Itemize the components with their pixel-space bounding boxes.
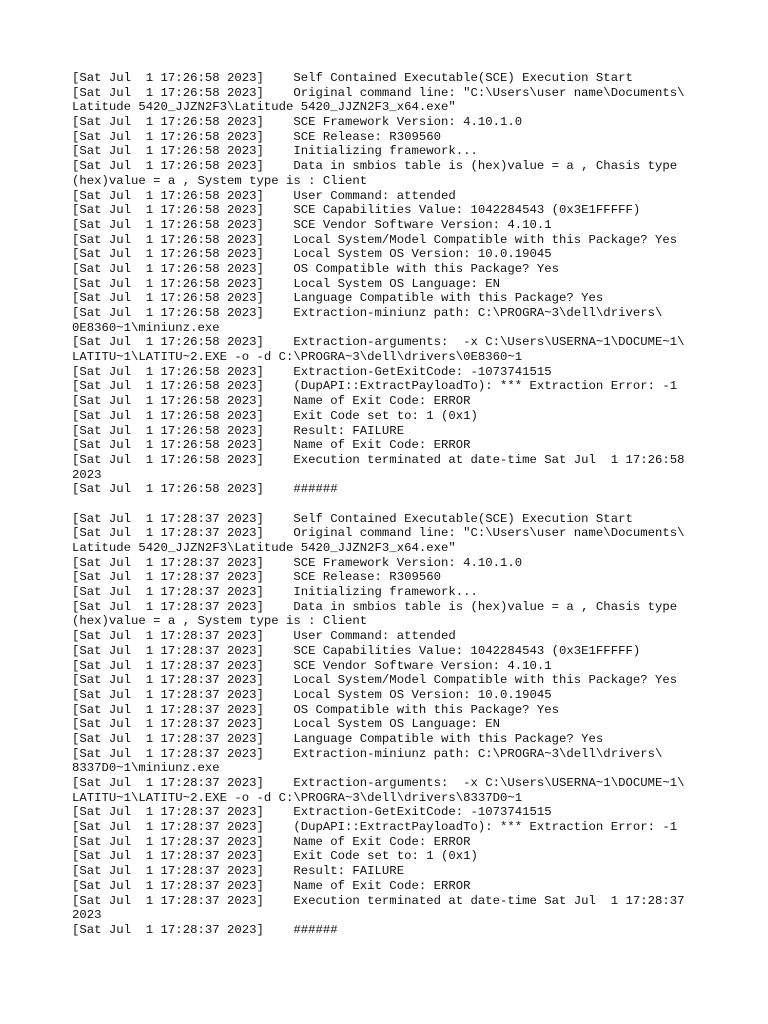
log-line: [Sat Jul 1 17:26:58 2023] Result: FAILURE <box>72 423 405 438</box>
log-line: [Sat Jul 1 17:28:37 2023] SCE Release: R309560 <box>72 570 441 585</box>
log-line: [Sat Jul 1 17:26:58 2023] Execution terminated at date-time Sat Jul 1 17:26:58 <box>72 452 685 467</box>
log-line: [Sat Jul 1 17:28:37 2023] Result: FAILURE <box>72 864 405 879</box>
log-line: 2023 <box>72 467 102 482</box>
log-session-2 <box>72 512 712 938</box>
log-line: [Sat Jul 1 17:28:37 2023] Local System OS Version: 10.0.19045 <box>72 687 552 702</box>
log-line: [Sat Jul 1 17:26:58 2023] Local System OS Version: 10.0.19045 <box>72 247 552 262</box>
log-line: [Sat Jul 1 17:26:58 2023] Language Compatible with this Package? Yes <box>72 291 604 306</box>
log-line: (hex)value = a , System type is : Client <box>72 614 368 629</box>
log-line: [Sat Jul 1 17:26:58 2023] Name of Exit Code: ERROR <box>72 438 471 453</box>
log-line: [Sat Jul 1 17:28:37 2023] SCE Capabilities Value: 1042284543 (0x3E1FFFFF) <box>72 643 641 658</box>
log-line: [Sat Jul 1 17:26:58 2023] Local System/Model Compatible with this Package? Yes <box>72 232 678 247</box>
log-line: [Sat Jul 1 17:28:37 2023] Local System OS Language: EN <box>72 717 501 732</box>
log-line: [Sat Jul 1 17:26:58 2023] (DupAPI::ExtractPayloadTo): *** Extraction Error: -1 <box>72 379 678 394</box>
log-line: [Sat Jul 1 17:26:58 2023] SCE Capabilities Value: 1042284543 (0x3E1FFFFF) <box>72 203 641 218</box>
log-line: [Sat Jul 1 17:26:58 2023] Extraction-arguments: -x C:\Users\USERNA~1\DOCUME~1\ <box>72 335 685 350</box>
log-line: [Sat Jul 1 17:28:37 2023] SCE Vendor Software Version: 4.10.1 <box>72 658 552 673</box>
log-line: [Sat Jul 1 17:26:58 2023] SCE Vendor Software Version: 4.10.1 <box>72 217 552 232</box>
log-line: [Sat Jul 1 17:28:37 2023] Name of Exit Code: ERROR <box>72 878 471 893</box>
log-document <box>72 71 712 938</box>
log-line: [Sat Jul 1 17:28:37 2023] Data in smbios table is (hex)value = a , Chasis type <box>72 599 678 614</box>
log-session-1 <box>72 71 712 497</box>
log-line: 8337D0~1\miniunz.exe <box>72 761 220 776</box>
log-line: [Sat Jul 1 17:28:37 2023] ###### <box>72 922 338 937</box>
log-line: [Sat Jul 1 17:26:58 2023] Data in smbios table is (hex)value = a , Chasis type <box>72 159 678 174</box>
log-line: Latitude 5420_JJZN2F3\Latitude 5420_JJZN2F3_x64.exe" <box>72 541 456 555</box>
log-line: [Sat Jul 1 17:26:58 2023] OS Compatible with this Package? Yes <box>72 261 560 276</box>
log-line: [Sat Jul 1 17:26:58 2023] Extraction-GetExitCode: -1073741515 <box>72 364 552 379</box>
log-line: [Sat Jul 1 17:28:37 2023] Extraction-arguments: -x C:\Users\USERNA~1\DOCUME~1\ <box>72 776 685 790</box>
log-line: [Sat Jul 1 17:26:58 2023] SCE Framework Version: 4.10.1.0 <box>72 115 523 130</box>
log-line: [Sat Jul 1 17:28:37 2023] Local System/Model Compatible with this Package? Yes <box>72 673 678 688</box>
log-line: [Sat Jul 1 17:26:58 2023] Exit Code set to: 1 (0x1) <box>72 408 478 423</box>
log-line: 0E8360~1\miniunz.exe <box>72 320 220 335</box>
log-line: LATITU~1\LATITU~2.EXE -o -d C:\PROGRA~3\dell\drivers\0E8360~1 <box>72 350 523 365</box>
log-line: [Sat Jul 1 17:26:58 2023] Original command line: "C:\Users\user name\Documents\ <box>72 85 685 100</box>
log-line: [Sat Jul 1 17:26:58 2023] User Command: attended <box>72 188 456 203</box>
log-line: [Sat Jul 1 17:26:58 2023] SCE Release: R309560 <box>72 129 441 144</box>
log-line: [Sat Jul 1 17:26:58 2023] Name of Exit Code: ERROR <box>72 394 471 409</box>
log-line: [Sat Jul 1 17:28:37 2023] Extraction-miniunz path: C:\PROGRA~3\dell\drivers\ <box>72 746 663 761</box>
log-line: LATITU~1\LATITU~2.EXE -o -d C:\PROGRA~3\dell\drivers\8337D0~1 <box>72 790 523 805</box>
log-line: [Sat Jul 1 17:28:37 2023] User Command: attended <box>72 629 456 644</box>
blank-line <box>72 497 712 512</box>
log-line: [Sat Jul 1 17:28:37 2023] Extraction-GetExitCode: -1073741515 <box>72 805 552 820</box>
log-line: [Sat Jul 1 17:26:58 2023] Initializing framework... <box>72 144 478 159</box>
log-line: [Sat Jul 1 17:28:37 2023] Execution terminated at date-time Sat Jul 1 17:28:37 <box>72 893 685 908</box>
log-line: [Sat Jul 1 17:28:37 2023] Exit Code set to: 1 (0x1) <box>72 849 478 864</box>
log-line: [Sat Jul 1 17:28:37 2023] Self Contained Executable(SCE) Execution Start <box>72 511 633 526</box>
log-line: [Sat Jul 1 17:28:37 2023] Name of Exit Code: ERROR <box>72 834 471 849</box>
log-line: Latitude 5420_JJZN2F3\Latitude 5420_JJZN2F3_x64.exe" <box>72 100 456 115</box>
log-line: [Sat Jul 1 17:26:58 2023] Self Contained Executable(SCE) Execution Start <box>72 71 633 85</box>
log-line: [Sat Jul 1 17:26:58 2023] ###### <box>72 482 338 497</box>
log-line: [Sat Jul 1 17:28:37 2023] Original command line: "C:\Users\user name\Documents\ <box>72 526 685 541</box>
log-line: [Sat Jul 1 17:26:58 2023] Local System OS Language: EN <box>72 276 501 291</box>
log-line: [Sat Jul 1 17:28:37 2023] Language Compatible with this Package? Yes <box>72 731 604 746</box>
log-line: [Sat Jul 1 17:26:58 2023] Extraction-miniunz path: C:\PROGRA~3\dell\drivers\ <box>72 306 663 320</box>
log-line: [Sat Jul 1 17:28:37 2023] (DupAPI::ExtractPayloadTo): *** Extraction Error: -1 <box>72 820 678 835</box>
log-line: 2023 <box>72 908 102 923</box>
log-line: [Sat Jul 1 17:28:37 2023] SCE Framework Version: 4.10.1.0 <box>72 555 523 570</box>
log-line: [Sat Jul 1 17:28:37 2023] Initializing framework... <box>72 585 478 600</box>
log-line: [Sat Jul 1 17:28:37 2023] OS Compatible with this Package? Yes <box>72 702 560 717</box>
log-line: (hex)value = a , System type is : Client <box>72 173 368 188</box>
